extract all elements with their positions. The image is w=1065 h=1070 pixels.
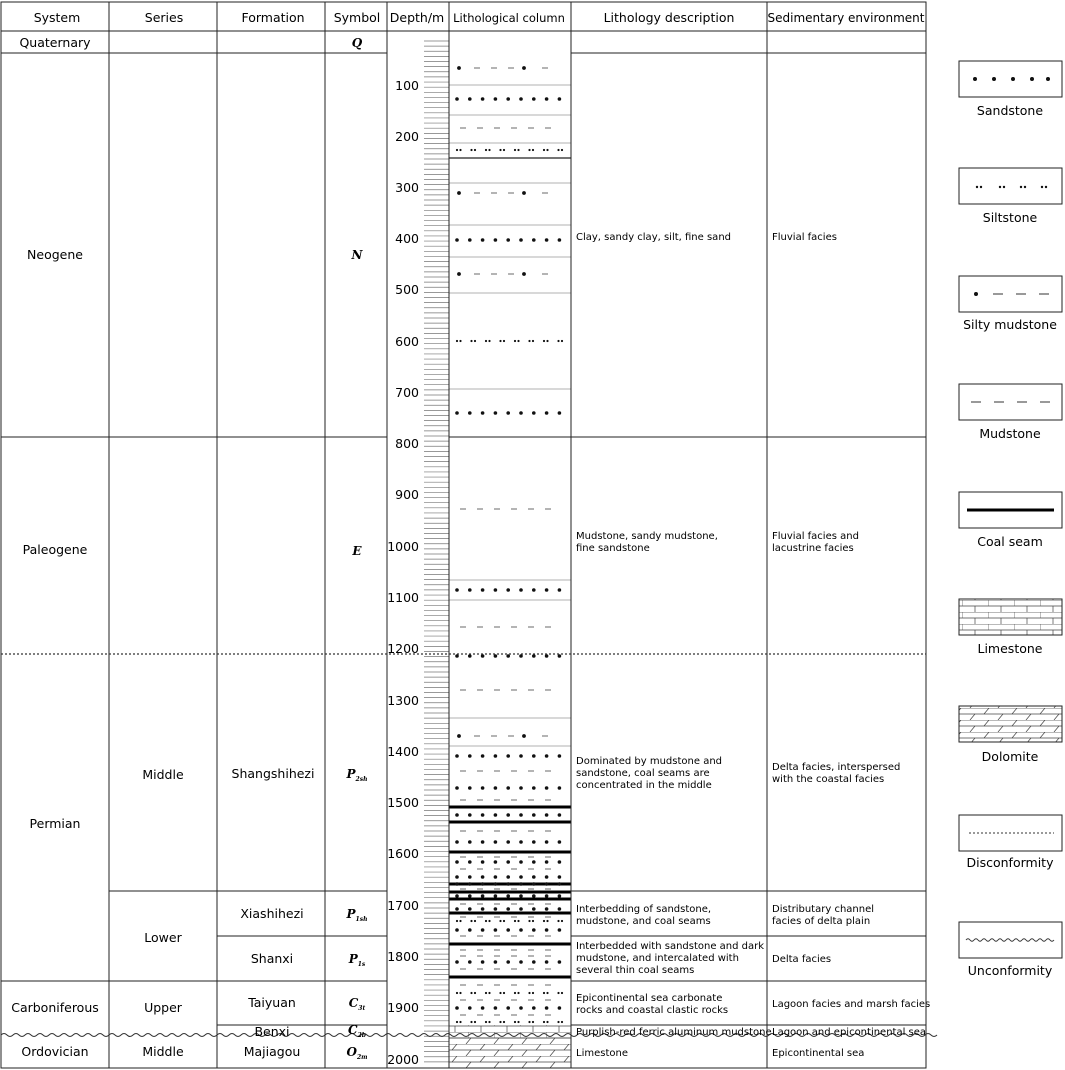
- formation-majiagou: Majiagou: [243, 1044, 301, 1059]
- environment-benxi: Lagoon and epicontinental sea: [772, 1027, 927, 1038]
- formation-xiashihezi: Xiashihezi: [240, 906, 304, 921]
- legend-label-unconformity: Unconformity: [967, 963, 1053, 978]
- depth-label-1600: 1600: [387, 846, 419, 861]
- formation-taiyuan: Taiyuan: [248, 995, 296, 1010]
- formation-shangshihezi: Shangshihezi: [231, 766, 315, 781]
- environment-majiagou: Epicontinental sea: [772, 1048, 865, 1059]
- depth-label-1900: 1900: [387, 1000, 419, 1015]
- depth-label-1500: 1500: [387, 795, 419, 810]
- depth-label-2000: 2000: [387, 1052, 419, 1067]
- symbol-column: [346, 36, 368, 1061]
- symbol-quaternary: Q: [351, 36, 363, 50]
- legend: [959, 61, 1062, 978]
- legend-disconformity: [959, 815, 1062, 870]
- legend-silty-mudstone: [959, 276, 1062, 332]
- lithological-column: [449, 66, 571, 1068]
- system-neogene: Neogene: [27, 247, 83, 262]
- legend-label-disconformity: Disconformity: [966, 855, 1054, 870]
- depth-label-1800: 1800: [387, 949, 419, 964]
- symbol-taiyuan: $C_{3t}$: [348, 996, 366, 1012]
- depth-label-1400: 1400: [387, 744, 419, 759]
- legend-sandstone: [959, 61, 1062, 118]
- depth-label-300: 300: [395, 180, 419, 195]
- system-carboniferous: Carboniferous: [11, 1000, 99, 1015]
- system-quaternary: Quaternary: [19, 35, 91, 50]
- description-majiagou: Limestone: [576, 1048, 628, 1059]
- series-lower-permian: Lower: [144, 930, 182, 945]
- legend-label-limestone: Limestone: [977, 641, 1043, 656]
- environment-shanxi: Delta facies: [772, 954, 832, 965]
- legend-label-sandstone: Sandstone: [976, 103, 1044, 118]
- depth-label-600: 600: [395, 334, 419, 349]
- legend-label-dolomite: Dolomite: [981, 749, 1039, 764]
- header-lithological-column: Lithological column: [453, 11, 565, 25]
- depth-label-100: 100: [395, 78, 419, 93]
- symbol-benxi: $C_{2b}$: [348, 1023, 366, 1039]
- header-series: Series: [144, 10, 184, 25]
- depth-label-800: 800: [395, 436, 419, 451]
- depth-label-1200: 1200: [387, 641, 419, 656]
- symbol-shanxi: $P_{1s}$: [348, 952, 366, 968]
- symbol-xiashihezi: $P_{1sh}$: [346, 907, 368, 923]
- symbol-neogene: N: [351, 248, 363, 262]
- legend-unconformity: [959, 922, 1062, 978]
- formation-column: [232, 766, 315, 1059]
- header-sedimentary-environment: Sedimentary environment: [767, 11, 925, 25]
- legend-label-mudstone: Mudstone: [979, 426, 1041, 441]
- depth-label-700: 700: [395, 385, 419, 400]
- legend-label-siltstone: Siltstone: [982, 210, 1038, 225]
- description-paleogene: Mudstone, sandy mudstone, fine sandstone: [576, 531, 718, 554]
- legend-mudstone: [959, 384, 1062, 441]
- system-ordovician: Ordovician: [21, 1044, 89, 1059]
- depth-label-400: 400: [395, 231, 419, 246]
- system-paleogene: Paleogene: [22, 542, 88, 557]
- depth-label-500: 500: [395, 282, 419, 297]
- depth-label-200: 200: [395, 129, 419, 144]
- series-upper-carboniferous: Upper: [144, 1000, 182, 1015]
- system-column: [11, 35, 99, 1059]
- symbol-majiagou: $O_{2m}$: [346, 1045, 368, 1061]
- dolomite-swatch: [959, 706, 1062, 742]
- sedimentary-environment-column: [772, 232, 930, 1059]
- depth-label-900: 900: [395, 487, 419, 502]
- legend-coal-seam: [959, 492, 1062, 549]
- depth-label-1000: 1000: [387, 539, 419, 554]
- header-lithology-description: Lithology description: [603, 10, 735, 25]
- header-depth: Depth/m: [389, 10, 445, 25]
- description-shanxi: Interbedded with sandstone and dark mudstone, and intercalated with several thin coal seams: [576, 941, 765, 976]
- series-middle-permian: Middle: [142, 767, 184, 782]
- description-benxi: Purplish-red ferric aluminum mudstone: [576, 1027, 772, 1038]
- environment-paleogene: Fluvial facies and lacustrine facies: [772, 531, 859, 554]
- header-formation: Formation: [241, 10, 305, 25]
- description-shangshihezi: Dominated by mudstone and sandstone, coal seams are concentrated in the middle: [576, 756, 723, 791]
- formation-benxi: Benxi: [254, 1024, 290, 1039]
- formation-shanxi: Shanxi: [250, 951, 294, 966]
- description-taiyuan: Epicontinental sea carbonate rocks and coastal clastic rocks: [576, 993, 729, 1016]
- legend-label-coal-seam: Coal seam: [977, 534, 1043, 549]
- environment-neogene: Fluvial facies: [772, 232, 837, 243]
- legend-dolomite: [959, 706, 1062, 764]
- depth-scale: [424, 41, 449, 1062]
- environment-xiashihezi: Distributary channel facies of delta plain: [772, 904, 875, 927]
- legend-limestone: [959, 599, 1062, 656]
- depth-labels: [387, 78, 419, 1067]
- symbol-shangshihezi: $P_{2sh}$: [346, 767, 368, 783]
- limestone-swatch: [959, 599, 1062, 635]
- symbol-paleogene: E: [352, 544, 362, 558]
- environment-shangshihezi: Delta facies, interspersed with the coastal facies: [772, 762, 901, 785]
- description-neogene: Clay, sandy clay, silt, fine sand: [576, 232, 731, 243]
- depth-label-1300: 1300: [387, 693, 419, 708]
- description-xiashihezi: Interbedding of sandstone, mudstone, and coal seams: [576, 904, 712, 927]
- header-symbol: Symbol: [333, 10, 381, 25]
- series-middle-ordovician: Middle: [142, 1044, 184, 1059]
- header-row: [34, 10, 925, 25]
- depth-label-1100: 1100: [387, 590, 419, 605]
- legend-label-silty-mudstone: Silty mudstone: [963, 317, 1057, 332]
- depth-label-1700: 1700: [387, 898, 419, 913]
- series-column: [142, 767, 184, 1059]
- header-system: System: [33, 10, 81, 25]
- legend-siltstone: [959, 168, 1062, 225]
- lithology-description-column: [576, 232, 772, 1059]
- environment-taiyuan: Lagoon facies and marsh facies: [772, 999, 931, 1010]
- system-permian: Permian: [29, 816, 81, 831]
